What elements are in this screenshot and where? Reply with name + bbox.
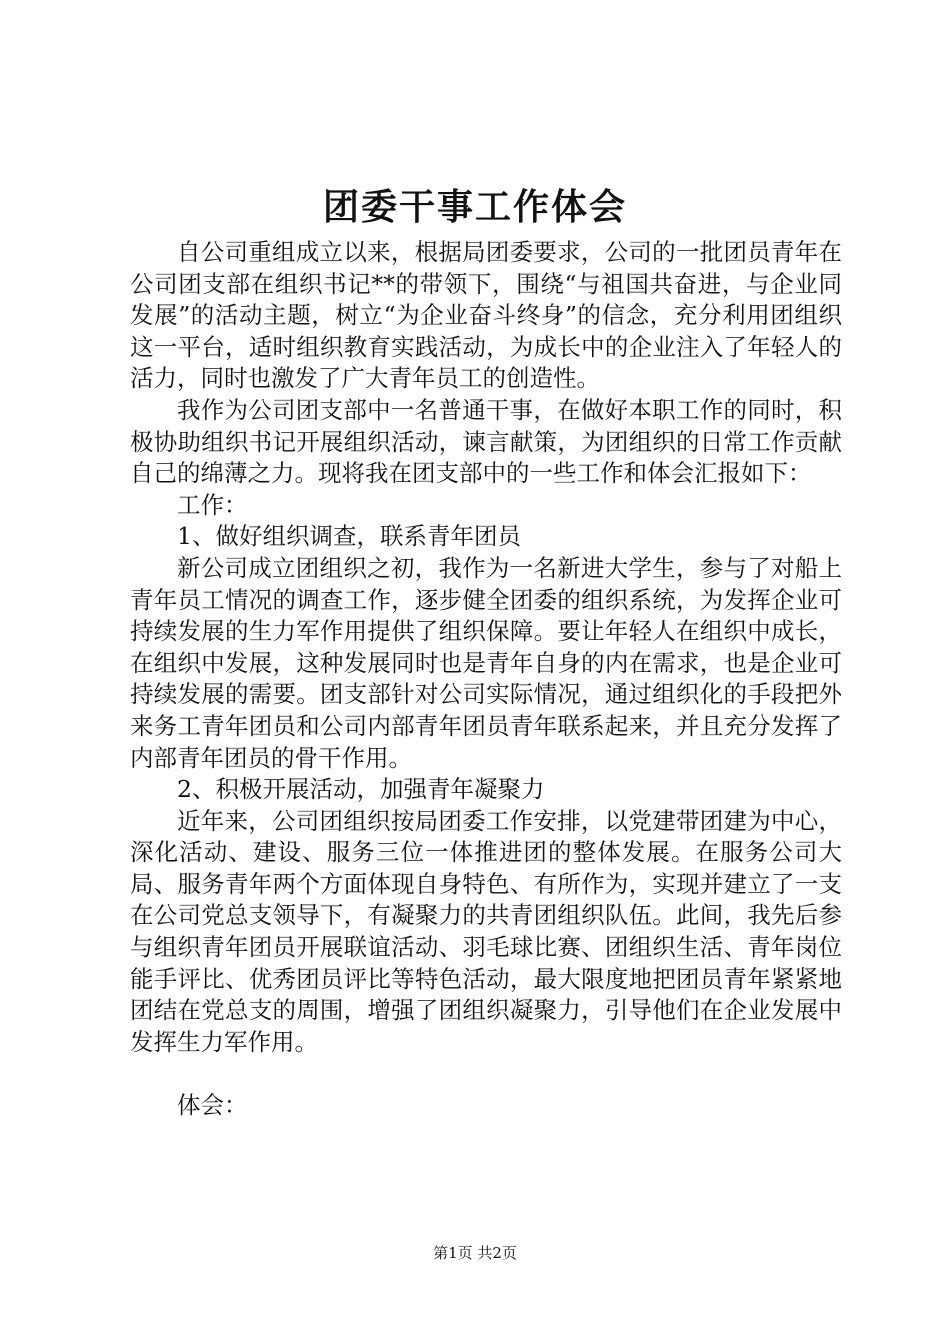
paragraph-section-1: 新公司成立团组织之初，我作为一名新进大学生，参与了对船上青年员工情况的调查工作，逐步健全团委的组织系统，为发挥企业可持续发展的生力军作用提供了组织保障。要让年轻人在组织中成长，在组织中发展，这种发展同时也是青年自身的内在需求，也是企业可持续发展的需要。团支部针对公司实际情况，通过组织化的手段把外来务工青年团员和公司内部青年团员青年联系起来，并且充分发挥了内部青年团员的骨干作用。 (130, 553, 842, 772)
paragraph-section-2: 近年来，公司团组织按局团委工作安排，以党建带团建为中心，深化活动、建设、服务三位一体推进团的整体发展。在服务公司大局、服务青年两个方面体现自身特色、有所作为，实现并建立了一支在公司党总支领导下，有凝聚力的共青团组织队伍。此间，我先后参与组织青年团员开展联谊活动、羽毛球比赛、团组织生活、青年岗位能手评比、优秀团员评比等特色活动，最大限度地把团员青年紧紧地团结在党总支的周围，增强了团组织凝聚力，引导他们在企业发展中发挥生力军作用。 (130, 806, 842, 1056)
paragraph-role: 我作为公司团支部中一名普通干事，在做好本职工作的同时，积极协助组织书记开展组织活动，谏言献策，为团组织的日常工作贡献自己的绵薄之力。现将我在团支部中的一些工作和体会汇报如下： (130, 395, 842, 488)
document-title: 团委干事工作体会 (322, 186, 627, 228)
paragraph-intro: 自公司重组成立以来，根据局团委要求，公司的一批团员青年在公司团支部在组织书记**的带领下，围绕“与祖国共奋进，与企业同发展”的活动主题，树立“为企业奋斗终身”的信念，充分利用团组织这一平台，适时组织教育实践活动，为成长中的企业注入了年轻人的活力，同时也激发了广大青年员工的创造性。 (130, 238, 842, 393)
subheading-1: 1、做好组织调查，联系青年团员 (177, 522, 521, 551)
subheading-2: 2、积极开展活动，加强青年凝聚力 (177, 775, 545, 804)
page-footer: 第1页 共2页 (433, 1244, 517, 1262)
heading-work: 工作： (177, 490, 248, 519)
heading-reflection: 体会： (177, 1091, 248, 1120)
document-body (130, 237, 842, 1122)
